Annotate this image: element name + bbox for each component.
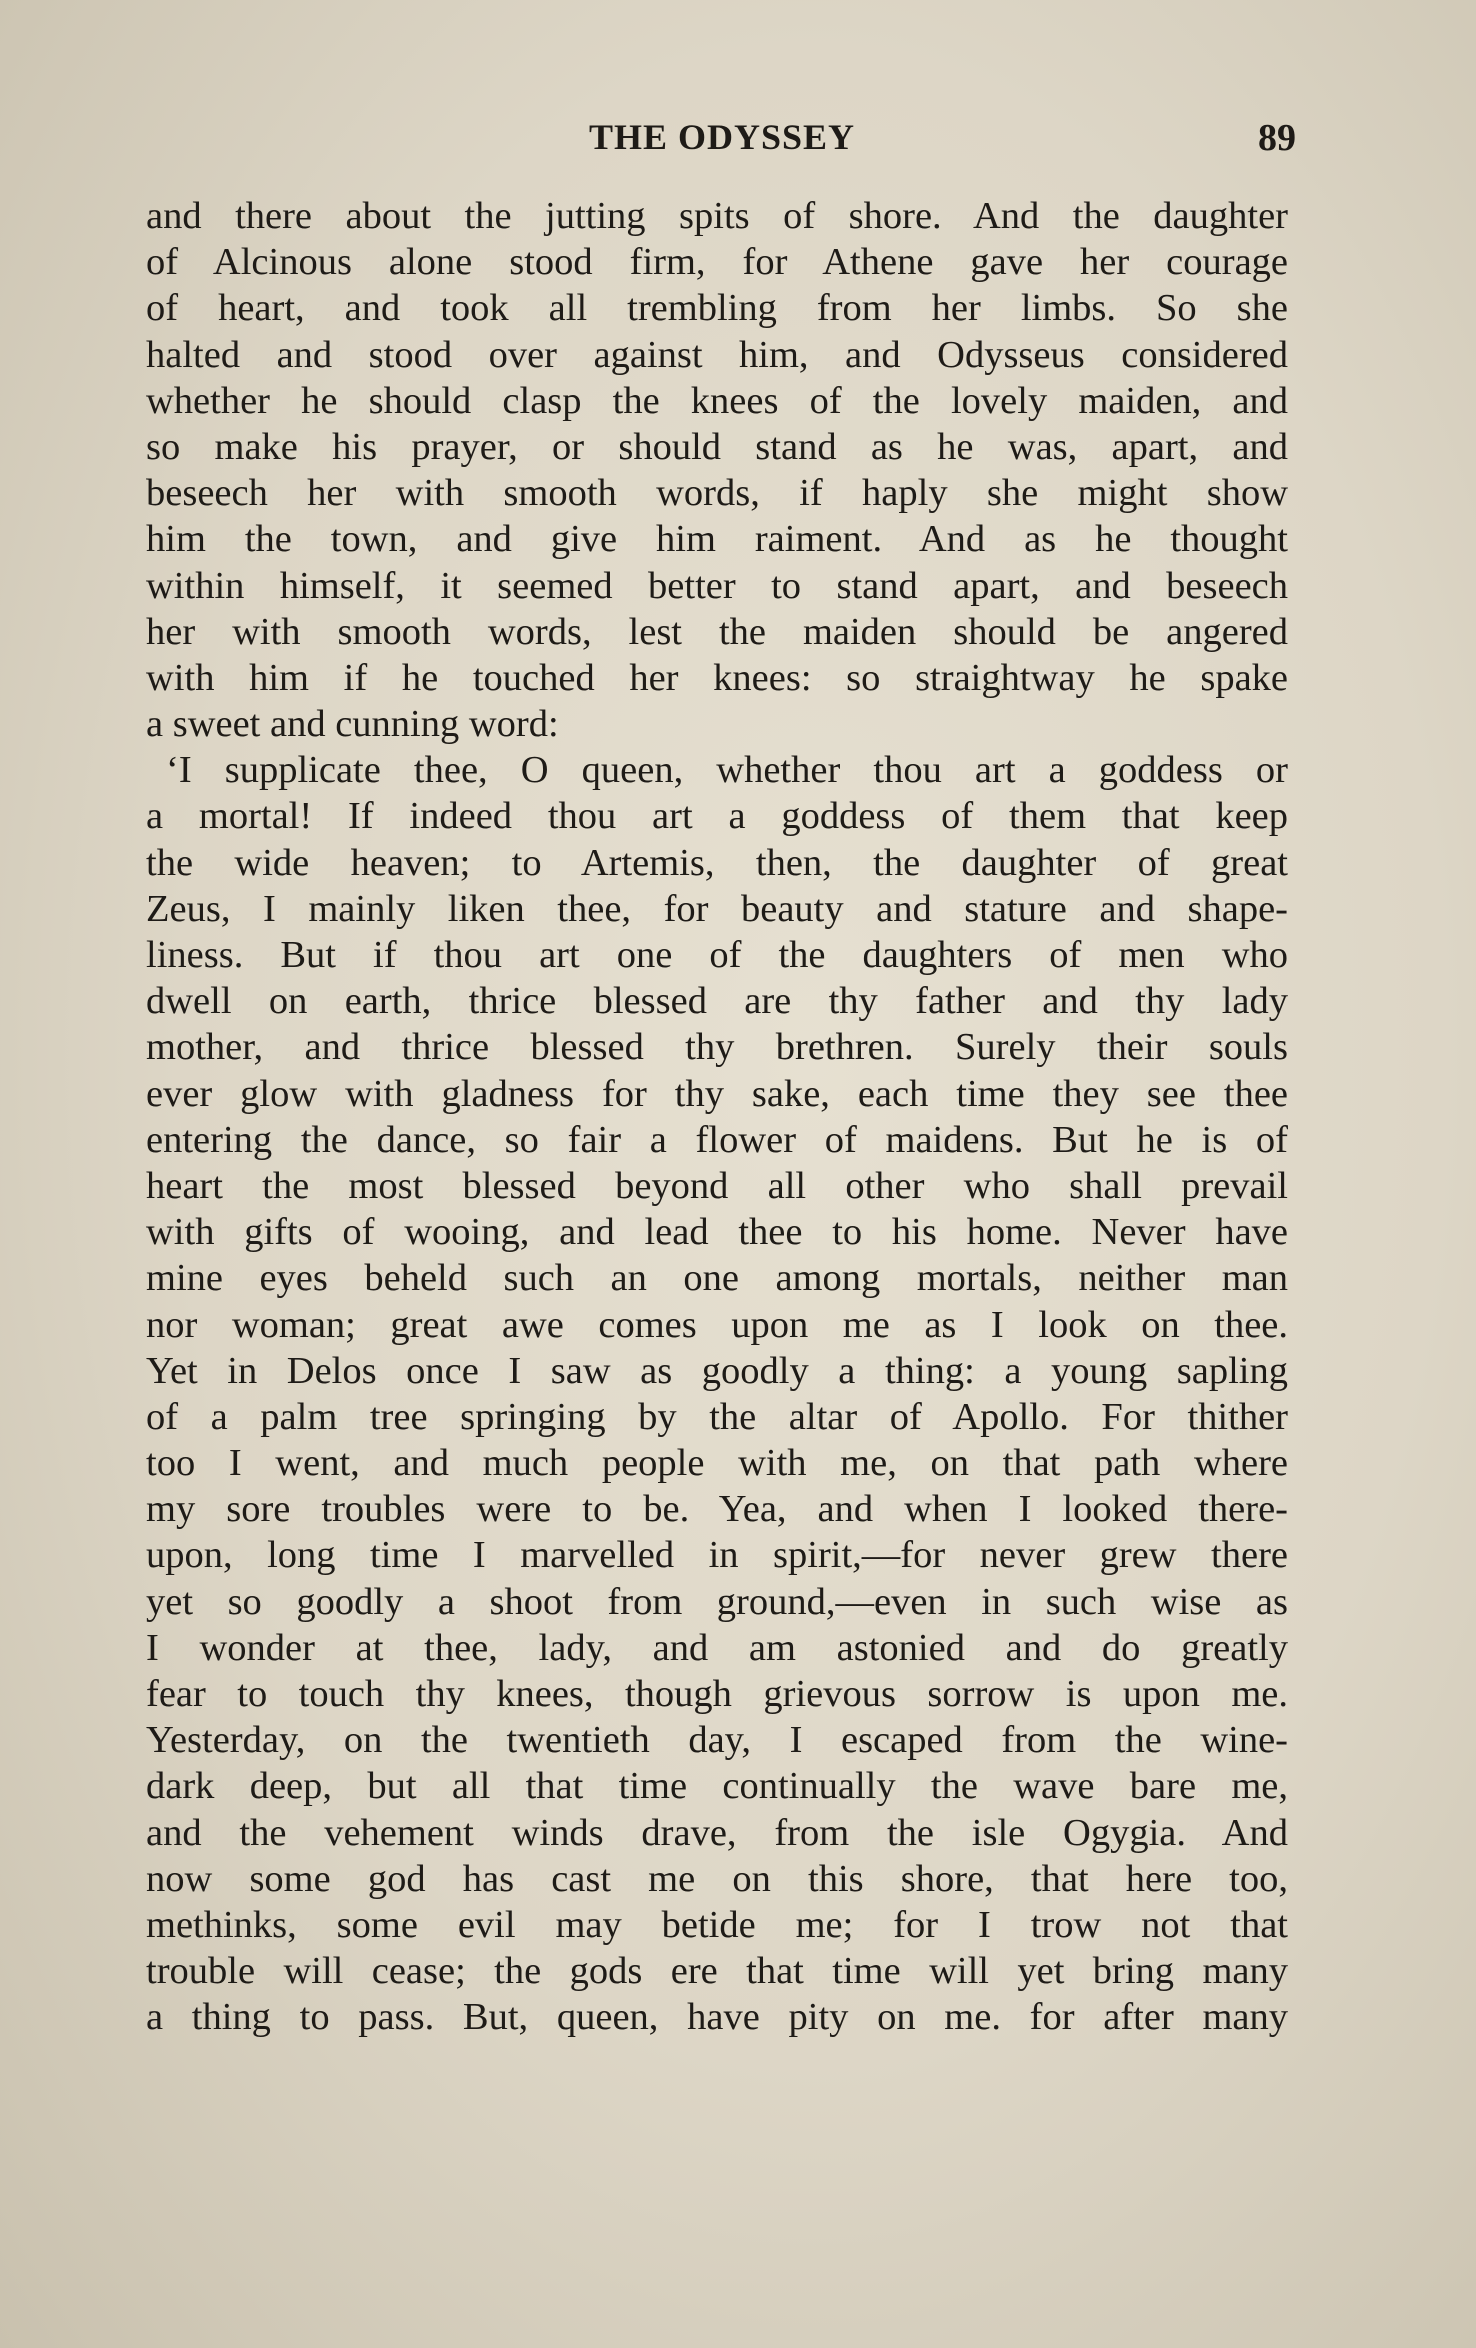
text-line: of heart, and took all trembling from her limbs. So she [146, 287, 1288, 330]
text-line: heart the most blessed beyond all other who shall prevail [146, 1164, 1288, 1207]
text-line: the wide heaven; to Artemis, then, the daughter of great [146, 841, 1288, 884]
text-line: ever glow with gladness for thy sake, each time they see thee [146, 1072, 1288, 1115]
text-line: nor woman; great awe comes upon me as I look on thee. [146, 1303, 1288, 1346]
text-line: now some god has cast me on this shore, that here too, [146, 1857, 1288, 1900]
text-line: a thing to pass. But, queen, have pity on me. for after many [146, 1996, 1288, 2039]
text-line: Zeus, I mainly liken thee, for beauty and stature and shape- [146, 887, 1288, 930]
text-line: with him if he touched her knees: so straightway he spake [146, 656, 1288, 699]
text-line: her with smooth words, lest the maiden should be angered [146, 610, 1288, 653]
text-line: fear to touch thy knees, though grievous sorrow is upon me. [146, 1673, 1288, 1715]
text-line: and the vehement winds drave, from the isle Ogygia. And [146, 1811, 1288, 1854]
running-title: THE ODYSSEY [588, 117, 856, 157]
text-line: beseech her with smooth words, if haply she might show [146, 472, 1288, 515]
text-line: ‘I supplicate thee, O queen, whether thou art a goddess or [166, 749, 1288, 792]
text-line: mine eyes beheld such an one among mortals, neither man [146, 1257, 1288, 1300]
text-line: a mortal! If indeed thou art a goddess of them that keep [146, 795, 1288, 838]
text-line: trouble will cease; the gods ere that time will yet bring many [146, 1950, 1288, 1993]
text-line: yet so goodly a shoot from ground,—even in such wise as [146, 1580, 1288, 1623]
body-text [146, 193, 1288, 2041]
text-line: mother, and thrice blessed thy brethren. Surely their souls [146, 1026, 1288, 1069]
text-line: a sweet and cunning word: [146, 703, 559, 746]
text-line: of a palm tree springing by the altar of Apollo. For thither [146, 1395, 1288, 1438]
text-line: liness. But if thou art one of the daughters of men who [146, 934, 1288, 976]
text-line: too I went, and much people with me, on that path where [146, 1442, 1288, 1485]
page-header [148, 116, 1296, 166]
text-line: and there about the jutting spits of shore. And the daughter [146, 195, 1288, 237]
text-line: of Alcinous alone stood firm, for Athene gave her courage [146, 241, 1288, 284]
text-line: within himself, it seemed better to stand apart, and beseech [146, 564, 1288, 607]
text-line: so make his prayer, or should stand as he was, apart, and [146, 425, 1288, 468]
text-line: I wonder at thee, lady, and am astonied and do greatly [146, 1626, 1288, 1669]
page-number: 89 [1258, 117, 1296, 159]
text-line: my sore troubles were to be. Yea, and when I looked there- [146, 1488, 1288, 1531]
text-line: entering the dance, so fair a flower of maidens. But he is of [146, 1118, 1288, 1161]
text-line: whether he should clasp the knees of the lovely maiden, and [146, 379, 1288, 422]
text-line: upon, long time I marvelled in spirit,—for never grew there [146, 1534, 1288, 1577]
text-line: methinks, some evil may betide me; for I trow not that [146, 1903, 1288, 1946]
text-line: halted and stood over against him, and Odysseus considered [146, 333, 1288, 376]
text-line: with gifts of wooing, and lead thee to his home. Never have [146, 1211, 1288, 1254]
text-line: him the town, and give him raiment. And as he thought [146, 518, 1288, 561]
text-line: dwell on earth, thrice blessed are thy father and thy lady [146, 980, 1288, 1023]
text-line: Yet in Delos once I saw as goodly a thing: a young sapling [146, 1349, 1288, 1392]
text-line: Yesterday, on the twentieth day, I escaped from the wine- [146, 1719, 1288, 1762]
text-line: dark deep, but all that time continually the wave bare me, [146, 1765, 1288, 1808]
